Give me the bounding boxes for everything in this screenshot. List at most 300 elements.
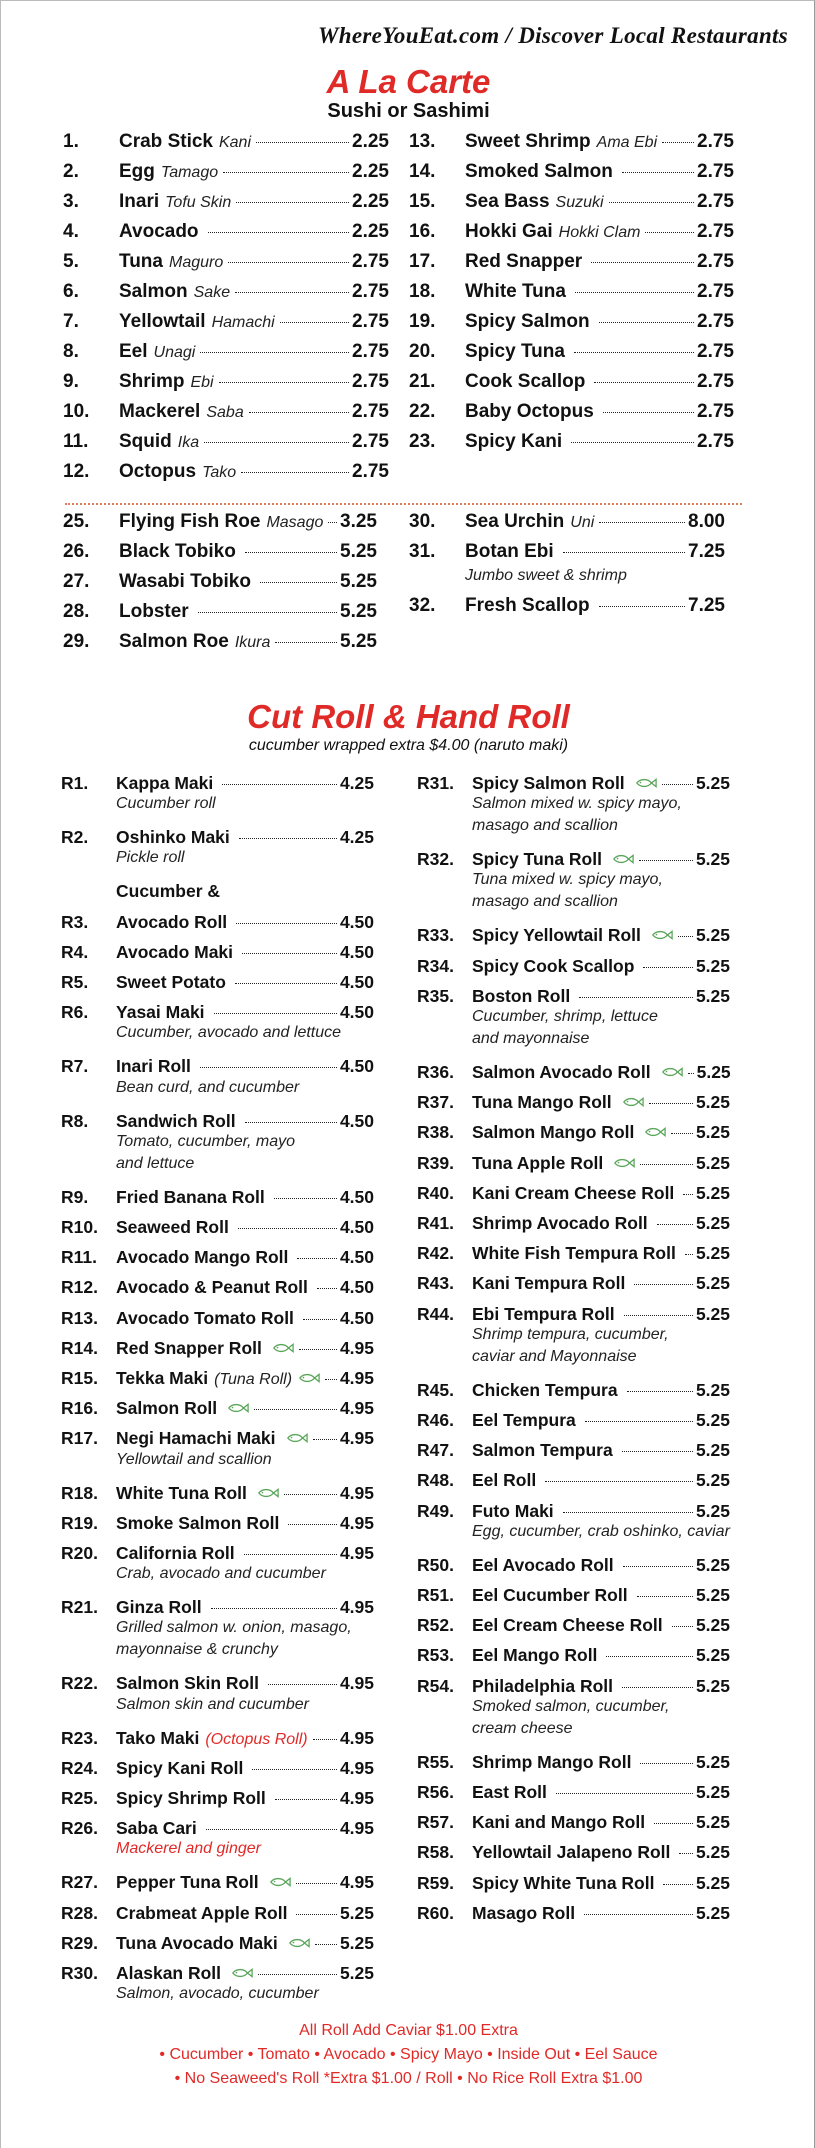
menu-item-name: Kappa Maki [116,773,214,793]
menu-item[interactable] [409,341,734,363]
menu-item-price: 5.25 [695,1842,730,1863]
menu-item-price: 5.25 [695,1092,730,1113]
menu-item[interactable] [61,1002,374,1023]
menu-item-name: Eel Mango Roll [472,1645,598,1666]
menu-item[interactable] [417,1092,730,1113]
dot-leader [662,142,694,143]
menu-item[interactable] [417,1501,730,1522]
menu-item-name: Sea Bass [465,191,550,212]
menu-item[interactable] [61,1758,374,1779]
dot-leader [634,1284,693,1285]
menu-item[interactable] [417,1440,730,1461]
menu-item-number: R7. [61,1056,89,1077]
menu-item-number: R32. [417,849,454,870]
menu-item-number: R42. [417,1243,454,1264]
menu-item-number: R6. [61,1002,89,1023]
menu-item-name: Mackerel [119,401,201,422]
menu-item-name: Hokki Gai [465,221,553,242]
menu-item-description: Cucumber, shrimp, lettuce [472,1008,658,1025]
dot-leader [236,923,337,924]
dot-leader [645,232,694,233]
menu-item-price: 4.50 [339,1307,374,1328]
menu-item[interactable] [61,1483,374,1504]
menu-item-price: 5.25 [695,925,730,946]
menu-item[interactable] [61,1187,374,1208]
dot-leader [585,1421,693,1422]
menu-item-price: 5.25 [340,631,377,652]
menu-item-price: 4.95 [339,1757,374,1778]
dot-leader [584,1914,693,1915]
dot-leader [235,983,337,984]
menu-item-number: 19. [409,311,436,332]
dot-leader [571,442,694,443]
menu-item[interactable] [409,311,734,333]
menu-item-number: R59. [417,1872,454,1893]
menu-item[interactable] [61,1728,374,1749]
fish-icon [612,849,634,861]
dot-leader [623,1566,693,1567]
dot-leader [254,1409,337,1410]
menu-item-number: R38. [417,1122,454,1143]
menu-item-number: R17. [61,1428,98,1449]
menu-item-price: 5.25 [695,1410,730,1430]
menu-item-number: R4. [61,941,89,962]
menu-item-price: 2.25 [352,131,389,152]
menu-item-number: R25. [61,1788,98,1808]
menu-item-number: R50. [417,1554,454,1575]
menu-item-number: 25. [63,511,90,532]
menu-item[interactable] [417,1645,730,1666]
menu-item-number: 13. [409,131,436,152]
menu-item-description: Crab, avocado and cucumber [116,1565,326,1583]
section-divider [65,503,742,505]
menu-item-number: 17. [409,251,436,272]
menu-item-price: 2.75 [352,371,389,392]
menu-item-number: R11. [61,1247,97,1268]
menu-item-japanese-name: Uni [570,514,595,531]
menu-item[interactable] [409,401,734,423]
menu-item-number: R52. [417,1615,454,1636]
menu-item[interactable] [61,1818,374,1839]
menu-item-number: R21. [61,1597,98,1618]
menu-item-name: Salmon Mango Roll [472,1122,635,1143]
menu-item[interactable] [417,1380,730,1401]
menu-item-name: Inari [119,191,160,212]
menu-item[interactable] [417,1183,730,1204]
menu-item[interactable] [417,1304,730,1325]
menu-item[interactable] [63,251,389,273]
menu-item-price: 4.50 [339,1002,374,1023]
menu-item-price: 5.25 [340,541,377,562]
menu-item-number: 28. [63,601,90,622]
menu-item-price: 5.25 [339,1902,374,1923]
menu-item[interactable] [63,631,377,653]
menu-item-number: 2. [63,161,79,182]
menu-item-name: Spicy Cook Scallop [472,955,635,976]
menu-item-number: R41. [417,1213,454,1233]
menu-item-name: California Roll [116,1543,235,1563]
menu-item[interactable] [417,1153,730,1174]
menu-item[interactable] [61,972,374,993]
menu-item-description: Pickle roll [116,849,185,867]
dot-leader [627,1391,693,1392]
menu-item-number: R26. [61,1818,98,1839]
menu-item-japanese-name: Saba [206,404,244,421]
dot-leader [672,1626,693,1627]
menu-item-number: R13. [61,1307,98,1328]
menu-item-price: 5.25 [339,1932,374,1953]
menu-item[interactable] [63,311,389,333]
menu-item-number: 15. [409,191,436,212]
menu-item-name: East Roll [472,1782,547,1802]
dot-leader [297,1258,337,1259]
menu-item-name: Futo Maki [472,1500,554,1521]
menu-item[interactable] [63,461,389,483]
dot-leader [208,232,349,233]
dot-leader [242,953,337,954]
menu-item[interactable] [61,1217,374,1238]
menu-item-japanese-name: Ama Ebi [596,134,658,151]
menu-item-name: Masago Roll [472,1902,576,1923]
menu-item-price: 2.75 [697,371,734,392]
menu-item-name: Red Snapper [465,251,583,272]
menu-item-price: 4.95 [339,1788,374,1808]
menu-item[interactable] [409,251,734,273]
menu-item-price: 5.25 [695,1782,730,1802]
menu-item-name: Baby Octopus [465,401,594,422]
menu-item[interactable] [61,1597,374,1618]
menu-item-name: Avocado [119,221,199,242]
menu-item[interactable] [63,161,389,183]
menu-item-description: Jumbo sweet & shrimp [465,567,627,584]
dot-leader [574,352,694,353]
dot-leader [663,1884,692,1885]
menu-item-japanese-name: Tako [202,464,237,481]
menu-item-price: 2.75 [697,191,734,212]
menu-item[interactable] [409,595,725,617]
menu-item-price: 4.95 [339,1512,374,1533]
menu-item[interactable] [63,221,389,243]
menu-item[interactable] [63,191,389,213]
menu-item-name: Cook Scallop [465,371,586,392]
menu-item[interactable] [61,827,374,848]
menu-item[interactable] [417,1555,730,1576]
dot-leader [609,202,694,203]
menu-item-price: 5.25 [695,1812,730,1833]
menu-item-number: R15. [61,1368,98,1388]
menu-item-name: Sweet Shrimp [465,131,591,152]
dot-leader [622,1687,693,1688]
menu-item[interactable] [417,956,730,977]
menu-item[interactable] [417,925,730,946]
menu-item-name: Shrimp [119,371,185,392]
menu-item-number: 11. [63,431,89,452]
menu-item[interactable] [417,1585,730,1606]
dot-leader [599,606,685,607]
menu-item[interactable] [417,1470,730,1491]
menu-item-number: 26. [63,541,90,562]
menu-item-price: 2.75 [352,341,389,362]
menu-item[interactable] [61,1247,374,1268]
menu-item-price: 2.75 [352,461,389,482]
menu-item[interactable] [61,942,374,963]
menu-item[interactable] [61,1111,374,1132]
menu-item[interactable] [61,1933,374,1954]
menu-item[interactable] [61,1056,374,1077]
menu-item-price: 5.25 [695,773,730,793]
menu-item-number: R18. [61,1482,98,1503]
menu-item-number: 5. [63,251,79,272]
dot-leader [236,202,349,203]
fish-icon [661,1062,683,1074]
menu-item-name: Botan Ebi [465,541,554,562]
menu-item-price: 2.25 [352,191,389,212]
dot-leader [579,997,693,998]
menu-item[interactable] [417,986,730,1007]
menu-item[interactable] [61,1277,374,1298]
menu-item[interactable] [417,1243,730,1264]
menu-item[interactable] [61,1903,374,1924]
menu-item-number: R19. [61,1512,98,1533]
site-banner[interactable]: WhereYouEat.com / Discover Local Restaurants [317,23,788,48]
menu-item[interactable] [61,1543,374,1564]
menu-item-price: 5.25 [695,1751,730,1772]
menu-item[interactable] [417,1842,730,1863]
menu-item-number: R3. [61,911,89,932]
menu-item[interactable] [61,912,374,933]
menu-item[interactable] [63,431,389,453]
menu-item[interactable] [63,131,389,153]
menu-item-number: 4. [63,221,79,242]
menu-item[interactable] [61,1338,374,1359]
menu-item-name: Tako Maki [116,1727,200,1748]
menu-item-number: 29. [63,631,90,652]
menu-item-description: Cucumber, avocado and lettuce [116,1024,342,1042]
menu-item-name: Smoke Salmon Roll [116,1512,280,1533]
dot-leader [649,1103,693,1104]
menu-item-japanese-name: Tofu Skin [165,194,232,211]
menu-item[interactable] [63,281,389,303]
rolls-note: cucumber wrapped extra $4.00 (naruto maki) [248,737,569,754]
dot-leader [545,1481,693,1482]
menu-item[interactable] [409,511,725,533]
menu-item[interactable] [61,1398,374,1419]
menu-item[interactable] [417,1062,730,1083]
menu-item-description: and mayonnaise [472,1030,590,1047]
menu-item[interactable] [409,541,725,563]
menu-item-price: 2.75 [697,221,734,242]
menu-item[interactable] [61,1673,374,1694]
menu-item-name: Spicy Salmon Roll [472,773,625,793]
menu-item-japanese-name: Unagi [153,344,196,361]
dot-leader [563,552,685,553]
dot-leader [198,612,337,613]
menu-item-name: Pepper Tuna Roll [116,1872,259,1893]
menu-item-price: 4.50 [339,1277,374,1298]
menu-item-name: Yellowtail [119,311,206,332]
menu-item[interactable] [417,1615,730,1636]
menu-item-name: Squid [119,431,172,452]
menu-item[interactable] [417,1676,730,1697]
menu-item[interactable] [61,1308,374,1329]
menu-item-price: 2.75 [697,281,734,302]
menu-item-number: R58. [417,1842,454,1863]
fish-icon [635,773,657,785]
menu-item-name: Lobster [119,601,189,622]
dot-leader [211,1608,337,1609]
menu-item[interactable] [417,1122,730,1143]
menu-item[interactable] [417,849,730,870]
menu-item-price: 4.50 [339,911,374,932]
menu-item-description: caviar and Mayonnaise [472,1347,637,1365]
menu-item-name: Tekka Maki [116,1368,209,1388]
menu-item-number: 18. [409,281,436,302]
dot-leader [643,967,693,968]
menu-item-name: Spicy Salmon [465,311,590,332]
menu-item[interactable] [409,281,734,303]
menu-item-number: R27. [61,1872,98,1893]
menu-item[interactable] [61,773,374,794]
menu-item-description: masago and scallion [472,893,618,911]
menu-item[interactable] [409,221,734,243]
menu-item[interactable] [417,773,730,794]
menu-item[interactable] [417,1782,730,1803]
alacarte-subtitle: Sushi or Sashimi [327,100,490,122]
menu-item[interactable] [417,1752,730,1773]
dot-leader [245,552,337,553]
menu-item-name: Salmon Roll [116,1398,218,1419]
menu-item[interactable] [63,511,377,533]
dot-leader [563,1512,693,1513]
menu-item[interactable] [61,1963,374,1984]
menu-item-name: Boston Roll [472,985,571,1006]
menu-item[interactable] [417,1213,730,1234]
menu-item[interactable] [61,1788,374,1809]
menu-item[interactable] [409,431,734,453]
menu-item[interactable] [61,1428,374,1449]
menu-item[interactable] [63,571,377,593]
menu-item-number: 22. [409,401,436,422]
dot-leader [222,784,337,785]
dot-leader [685,1254,693,1255]
menu-item[interactable] [417,1273,730,1294]
menu-item-number: R33. [417,925,454,946]
dot-leader [688,1073,694,1074]
menu-item-price: 5.25 [695,1554,730,1575]
rolls-title: Cut Roll & Hand Roll [247,698,570,735]
menu-item-name: Inari Roll [116,1056,191,1077]
menu-item-description: Mackerel and ginger [116,1840,261,1858]
dot-leader [288,1524,337,1525]
fish-icon [644,1122,666,1134]
menu-item-japanese-name: (Octopus Roll) [205,1730,308,1748]
dot-leader [206,1829,337,1830]
menu-item[interactable] [61,1872,374,1893]
dot-leader [268,1684,337,1685]
menu-item-price: 2.75 [352,431,389,452]
menu-item-description: Salmon, avocado, cucumber [116,1985,319,2003]
menu-item[interactable] [409,371,734,393]
dot-leader [599,522,685,523]
menu-item-name: Crab Stick [119,131,213,152]
menu-item-description: Tuna mixed w. spicy mayo, [472,871,663,889]
menu-item-name: Spicy Kani Roll [116,1757,244,1778]
menu-item-price: 5.25 [695,955,730,976]
dot-leader [591,262,694,263]
menu-item-name: Spicy Tuna [465,341,565,362]
menu-item[interactable] [417,1410,730,1431]
menu-item-name: Sea Urchin [465,511,565,532]
menu-item-name: Chicken Tempura [472,1379,618,1400]
menu-item-price: 5.25 [695,1872,730,1893]
menu-item-name: Saba Cari [116,1818,197,1839]
menu-item-number: R36. [417,1062,454,1082]
menu-item[interactable] [63,401,389,423]
menu-item[interactable] [63,371,389,393]
menu-item-name: Shrimp Avocado Roll [472,1213,648,1233]
dot-leader [640,1164,693,1165]
menu-item-description: Salmon skin and cucumber [116,1695,309,1713]
menu-item-japanese-name: Sake [193,284,231,301]
menu-item[interactable] [63,601,377,623]
menu-item[interactable] [417,1903,730,1924]
menu-item-price: 2.75 [697,431,734,452]
menu-item[interactable] [61,1368,374,1389]
dot-leader [219,382,349,383]
menu-item[interactable] [63,541,377,563]
menu-item-number: R8. [61,1110,89,1131]
menu-item[interactable] [417,1873,730,1894]
menu-item-number: R12. [61,1277,98,1298]
menu-item-price: 4.95 [339,1727,374,1748]
menu-item-name: Octopus [119,461,197,482]
dot-leader [317,1288,337,1289]
menu-item[interactable] [409,161,734,183]
menu-item-number: 32. [409,595,436,616]
menu-item-number: 20. [409,341,436,362]
menu-item-name: Avocado Mango Roll [116,1247,289,1268]
menu-item[interactable] [417,1812,730,1833]
menu-item[interactable] [409,131,734,153]
menu-item-japanese-name: Hokki Clam [558,224,641,241]
dot-leader [200,1067,337,1068]
dot-leader [258,1974,337,1975]
menu-item[interactable] [63,341,389,363]
menu-item-price: 5.25 [695,1182,730,1203]
menu-item[interactable] [61,1513,374,1534]
menu-item[interactable] [409,191,734,213]
menu-item-description: Bean curd, and cucumber [116,1078,300,1096]
menu-item-number: R51. [417,1585,454,1605]
fish-icon [257,1483,279,1495]
menu-item-number: R55. [417,1751,454,1772]
menu-item-price: 4.50 [339,941,374,962]
dot-leader [280,322,349,323]
menu-item-price: 4.95 [339,1818,374,1839]
menu-item-description: masago and scallion [472,817,618,835]
menu-item-price: 4.95 [339,1597,374,1618]
dot-leader [303,1319,337,1320]
menu-item-name-line1: Cucumber & [116,881,221,902]
menu-item-price: 5.25 [339,1963,374,1983]
menu-item-name: Kani Cream Cheese Roll [472,1182,675,1203]
menu-item-name: Avocado Roll [116,911,228,932]
menu-item-price: 4.95 [339,1428,374,1449]
menu-item-description: cream cheese [472,1719,573,1737]
dot-leader [639,860,693,861]
menu-item-description: Yellowtail and scallion [116,1450,272,1468]
dot-leader [252,1769,337,1770]
